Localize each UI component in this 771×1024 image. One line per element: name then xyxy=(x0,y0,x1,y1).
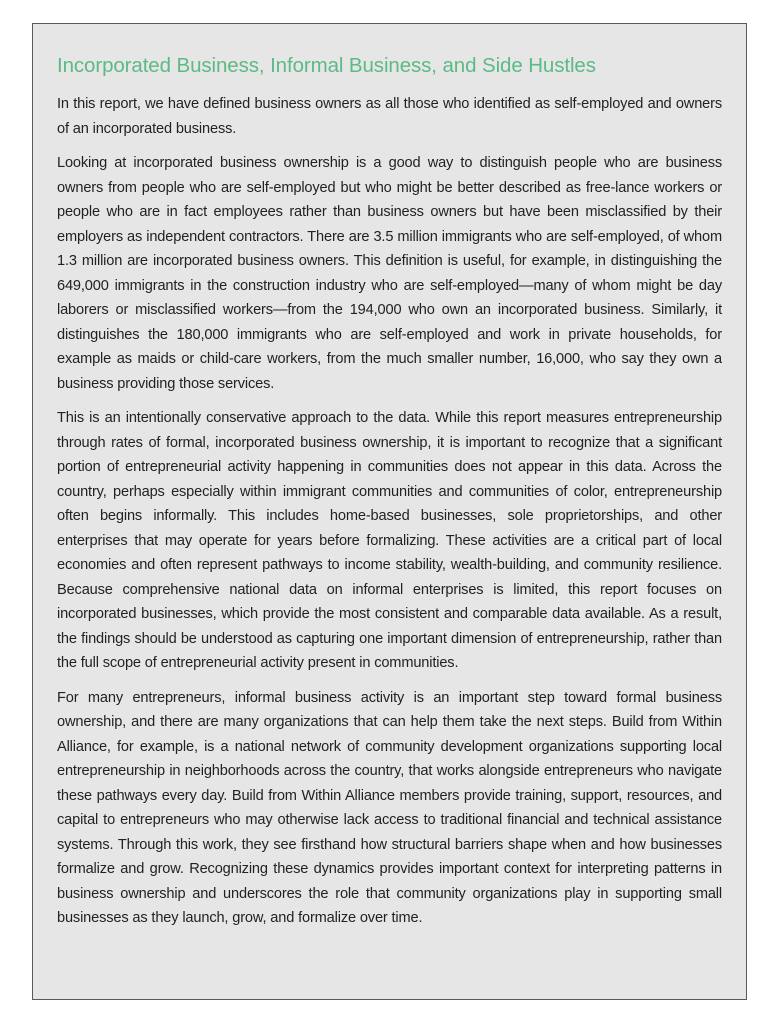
paragraph-conservative-approach: This is an intentionally conservative approach to the data. While this report measures entrepreneurship through rates of formal, incorporated business ownership, it is important to recognize that a significant portion of entrepreneurial activity happening in communities does not appear in this data. Across the country, perhaps especially within immigrant communities and communities of color, entrepreneurship often begins informally. This includes home-based businesses, sole proprietorships, and other enterprises that may operate for years before formalizing. These activities are a critical part of local economies and often represent pathways to income stability, wealth-building, and community resilience. Because comprehensive national data on informal enterprises is limited, this report focuses on incorporated businesses, which provide the most consistent and comparable data available. As a result, the findings should be understood as capturing one important dimension of entrepreneurship, rather than the full scope of entrepreneurial activity present in communities. xyxy=(57,410,722,671)
paragraph-definition: In this report, we have defined business owners as all those who identified as self-employed and owners of an incorporated business. xyxy=(57,96,722,137)
paragraph-build-from-within: For many entrepreneurs, informal business activity is an important step toward formal business ownership, and there are many organizations that can help them take the next steps. Build from Within Alliance, for example, is a national network of community development organizations supporting local entrepreneurship in neighborhoods across the country, that works alongside entrepreneurs who navigate these pathways every day. Build from Within Alliance members provide training, support, resources, and capital to entrepreneurs who may otherwise lack access to traditional financial and technical assistance systems. Through this work, they see firsthand how structural barriers shape when and how businesses formalize and grow. Recognizing these dynamics provides important context for interpreting patterns in business ownership and underscores the role that community organizations play in supporting small businesses as they launch, grow, and formalize over time. xyxy=(57,689,722,926)
section-heading: Incorporated Business, Informal Business, and Side Hustles xyxy=(57,54,596,77)
sidebar-box xyxy=(32,23,747,1000)
paragraph-incorporated-ownership: Looking at incorporated business ownership is a good way to distinguish people who are business owners from people who are self-employed but who might be better described as free-lance workers or people who are in fact employees rather than business owners but have been misclassified by their employers as independent contractors. There are 3.5 million immigrants who are self-employed, of whom 1.3 million are incorporated business owners. This definition is useful, for example, in distinguishing the 649,000 immigrants in the construction industry who are self-employed—many of whom might be day laborers or misclassified workers—from the 194,000 who own an incorporated business. Similarly, it distinguishes the 180,000 immigrants who are self-employed and work in private households, for example as maids or child-care workers, from the much smaller number, 16,000, who say they own a business providing those services. xyxy=(57,155,722,392)
